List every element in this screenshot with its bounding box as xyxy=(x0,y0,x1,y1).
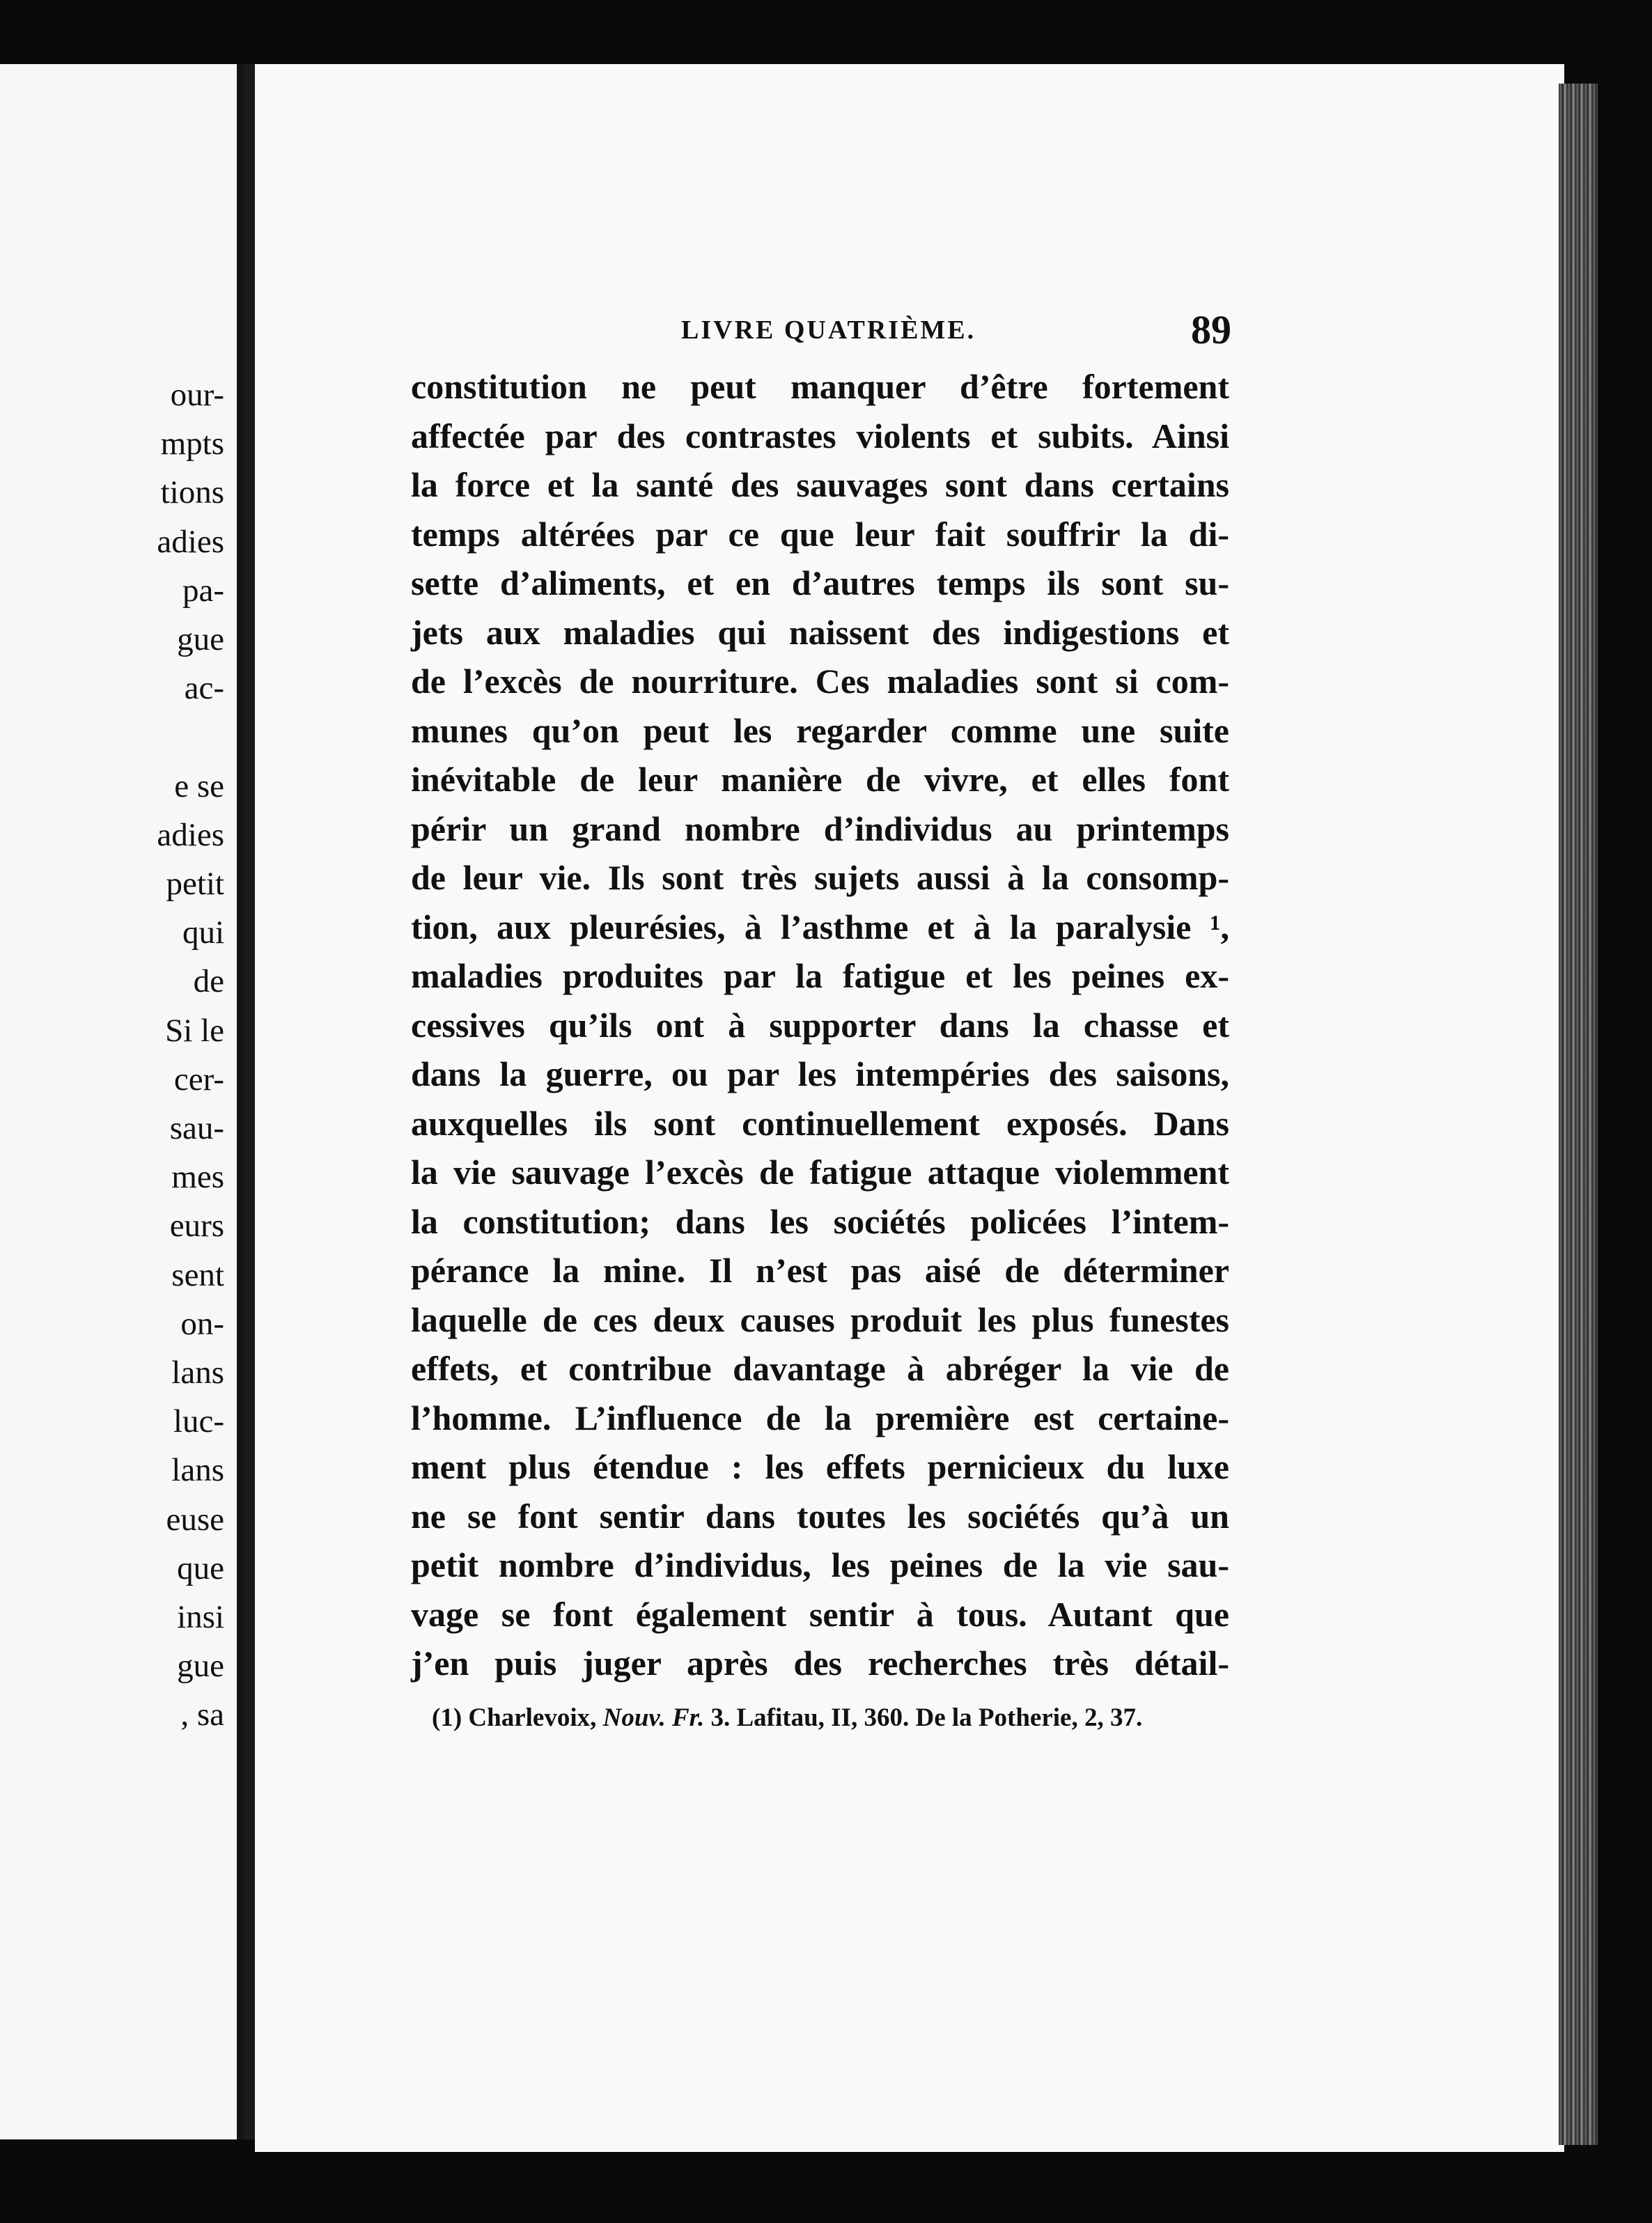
text-line: de l’excès de nourriture. Ces maladies sont si com- xyxy=(411,662,1229,701)
text-line: temps altérées par ce que leur fait souffrir la di- xyxy=(411,514,1229,554)
left-page-fragment: sent xyxy=(171,1256,224,1293)
text-line: ment plus étendue : les effets pernicieux du luxe xyxy=(411,1447,1229,1486)
left-page-fragment: mpts xyxy=(160,426,224,462)
left-page-fragment: que xyxy=(177,1550,224,1586)
page-number: 89 xyxy=(1191,307,1231,352)
text-line: jets aux maladies qui naissent des indigestions et xyxy=(411,612,1229,652)
left-page-fragment: e se xyxy=(174,767,224,804)
book-gutter xyxy=(244,64,255,2139)
text-line: j’en puis juger après des recherches très détail- xyxy=(411,1644,1229,1683)
text-line: ne se font sentir dans toutes les sociétés qu’à un xyxy=(411,1496,1229,1536)
text-line: l’homme. L’influence de la première est certaine- xyxy=(411,1398,1229,1437)
text-line: la vie sauvage l’excès de fatigue attaque violemment xyxy=(411,1153,1229,1192)
text-line: cessives qu’ils ont à supporter dans la chasse et xyxy=(411,1005,1229,1045)
left-page-fragment: eurs xyxy=(169,1208,224,1245)
text-line: laquelle de ces deux causes produit les plus funestes xyxy=(411,1300,1229,1339)
left-page-fragment: our- xyxy=(170,377,224,413)
left-page-fragment: insi xyxy=(177,1599,224,1635)
page-edge xyxy=(1559,84,1598,2145)
left-page-fragment: lans xyxy=(171,1355,224,1391)
left-page-fragment: adies xyxy=(157,523,224,560)
left-page-fragment: euse xyxy=(166,1501,224,1538)
text-line: périr un grand nombre d’individus au printemps xyxy=(411,809,1229,848)
text-line: de leur vie. Ils sont très sujets aussi à la consomp- xyxy=(411,858,1229,897)
footnote xyxy=(432,1701,1198,1736)
text-line: affectée par des contrastes violents et subits. Ainsi xyxy=(411,416,1229,455)
left-page-fragment: petit xyxy=(166,866,224,902)
running-head: LIVRE QUATRIÈME. xyxy=(681,315,976,345)
text-line: pérance la mine. Il n’est pas aisé de déterminer xyxy=(411,1251,1229,1290)
footnote-marker: (1) xyxy=(432,1703,462,1732)
left-page-fragment: on- xyxy=(180,1305,224,1342)
text-line: tion, aux pleurésies, à l’asthme et à la paralysie ¹, xyxy=(411,907,1229,946)
left-page-fragment: adies xyxy=(157,816,224,853)
page-header xyxy=(681,307,1231,357)
left-facing-page xyxy=(0,64,244,2139)
text-line: sette d’aliments, et en d’autres temps ils sont su- xyxy=(411,563,1229,602)
left-page-fragment: luc- xyxy=(173,1403,224,1440)
left-page-fragment: ac- xyxy=(184,670,224,707)
footnote-references: 3. Lafitau, II, 360. De la Potherie, 2, 37. xyxy=(710,1703,1143,1732)
text-line: munes qu’on peut les regarder comme une suite xyxy=(411,710,1229,750)
left-page-fragment: cer- xyxy=(173,1061,224,1098)
text-line: constitution ne peut manquer d’être fortement xyxy=(411,367,1229,406)
text-line: la force et la santé des sauvages sont dans certains xyxy=(411,465,1229,504)
text-line: vage se font également sentir à tous. Autant que xyxy=(411,1594,1229,1634)
left-page-fragment: lans xyxy=(171,1452,224,1489)
footnote-author: Charlevoix, xyxy=(468,1703,597,1732)
footnote-work-title: Nouv. Fr. xyxy=(602,1703,705,1732)
left-page-fragment: pa- xyxy=(182,572,224,609)
left-page-fragment: gue xyxy=(177,1648,224,1685)
left-page-fragment: gue xyxy=(177,621,224,657)
text-line: la constitution; dans les sociétés policées l’intem- xyxy=(411,1201,1229,1241)
text-line: petit nombre d’individus, les peines de la vie sau- xyxy=(411,1545,1229,1584)
left-page-fragment: , sa xyxy=(180,1696,224,1733)
text-line: effets, et contribue davantage à abréger la vie de xyxy=(411,1349,1229,1388)
text-line: maladies produites par la fatigue et les peines ex- xyxy=(411,956,1229,995)
left-page-fragment: de xyxy=(193,963,224,1000)
left-page-fragment: qui xyxy=(182,914,224,951)
left-page-fragment: tions xyxy=(160,474,224,511)
text-line: auxquelles ils sont continuellement exposés. Dans xyxy=(411,1103,1229,1143)
text-line: inévitable de leur manière de vivre, et elles font xyxy=(411,760,1229,799)
left-page-fragment: Si le xyxy=(165,1012,224,1049)
text-line: dans la guerre, ou par les intempéries des saisons, xyxy=(411,1054,1229,1093)
left-page-fragment: sau- xyxy=(169,1110,224,1146)
left-page-fragment: mes xyxy=(171,1159,224,1196)
